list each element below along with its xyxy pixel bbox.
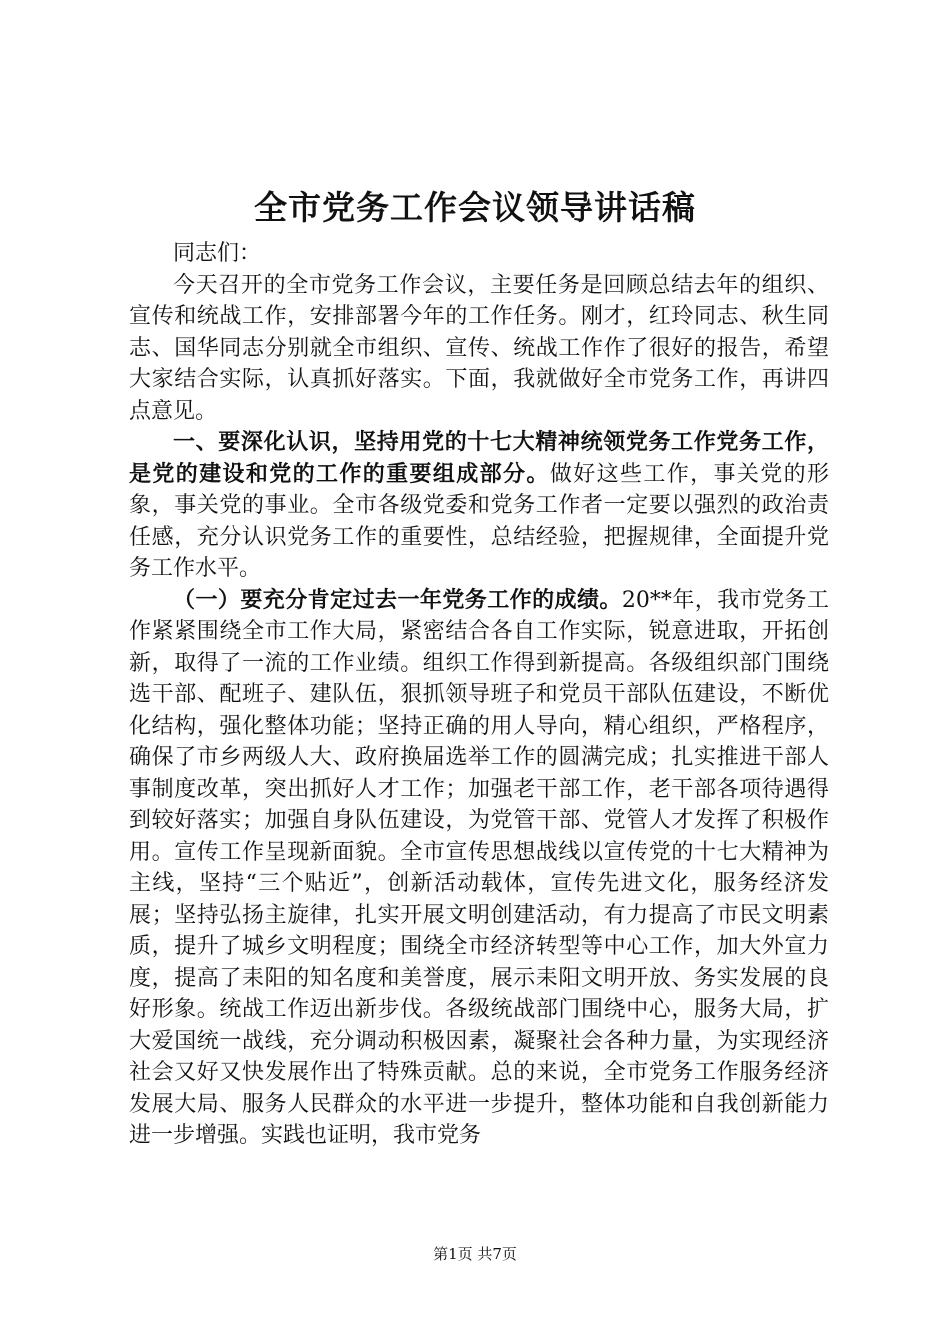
page-footer: 第1页 共7页 xyxy=(433,1245,517,1263)
salutation: 同志们： xyxy=(173,241,262,266)
paragraph-section-one xyxy=(129,427,829,585)
paragraph-subsection-one xyxy=(129,585,829,1152)
document-title: 全市党务工作会议领导讲话稿 xyxy=(254,188,696,227)
paragraph-intro: 今天召开的全市党务工作会议，主要任务是回顾总结去年的组织、宣传和统战工作，安排部署今年的工作任务。刚才，红玲同志、秋生同志、国华同志分别就全市组织、宣传、统战工作作了很好的报告，希望大家结合实际，认真抓好落实。下面，我就做好全市党务工作，再讲四点意见。 xyxy=(129,272,829,424)
subsection-one-text: 20**年，我市党务工作紧紧围绕全市工作大局，紧密结合各自工作实际，锐意进取，开拓创新，取得了一流的工作业绩。组织工作得到新提高。各级组织部门围绕选干部、配班子、建队伍，狠抓领导班子和党员干部队伍建设，不断优化结构，强化整体功能；坚持正确的用人导向，精心组织，严格程序，确保了市乡两级人大、政府换届选举工作的圆满完成；扎实推进干部人事制度改革，突出抓好人才工作；加强老干部工作，老干部各项待遇得到较好落实；加强自身队伍建设，为党管干部、党管人才发挥了积极作用。宣传工作呈现新面貌。全市宣传思想战线以宣传党的十七大精神为主线，坚持“三个贴近”，创新活动载体，宣传先进文化，服务经济发展；坚持弘扬主旋律，扎实开展文明创建活动，有力提高了市民文明素质，提升了城乡文明程度；围绕全市经济转型等中心工作，加大外宣力度，提高了耒阳的知名度和美誉度，展示耒阳文明开放、务实发展的良好形象。统战工作迈出新步伐。各级统战部门围绕中心，服务大局，扩大爱国统一战线，充分调动积极因素，凝聚社会各种力量，为实现经济社会又好又快发展作出了特殊贡献。总的来说，全市党务工作服务经济发展大局、服务人民群众的水平进一步提升，整体功能和自我创新能力进一步增强。实践也证明，我市党务 xyxy=(129,587,829,1148)
subsection-one-heading: （一）要充分肯定过去一年党务工作的成绩。 xyxy=(173,586,622,613)
document-body xyxy=(129,238,829,1152)
section-one-heading: 一、要深化认识，坚持用党的十七大精神统领党务工作党务工作，是党的建设和党的工作的重要组成部分。 xyxy=(129,429,829,487)
section-one-text: 做好这些工作，事关党的形象，事关党的事业。全市各级党委和党务工作者一定要以强烈的政治责任感，充分认识党务工作的重要性，总结经验，把握规律，全面提升党务工作水平。 xyxy=(129,461,829,581)
